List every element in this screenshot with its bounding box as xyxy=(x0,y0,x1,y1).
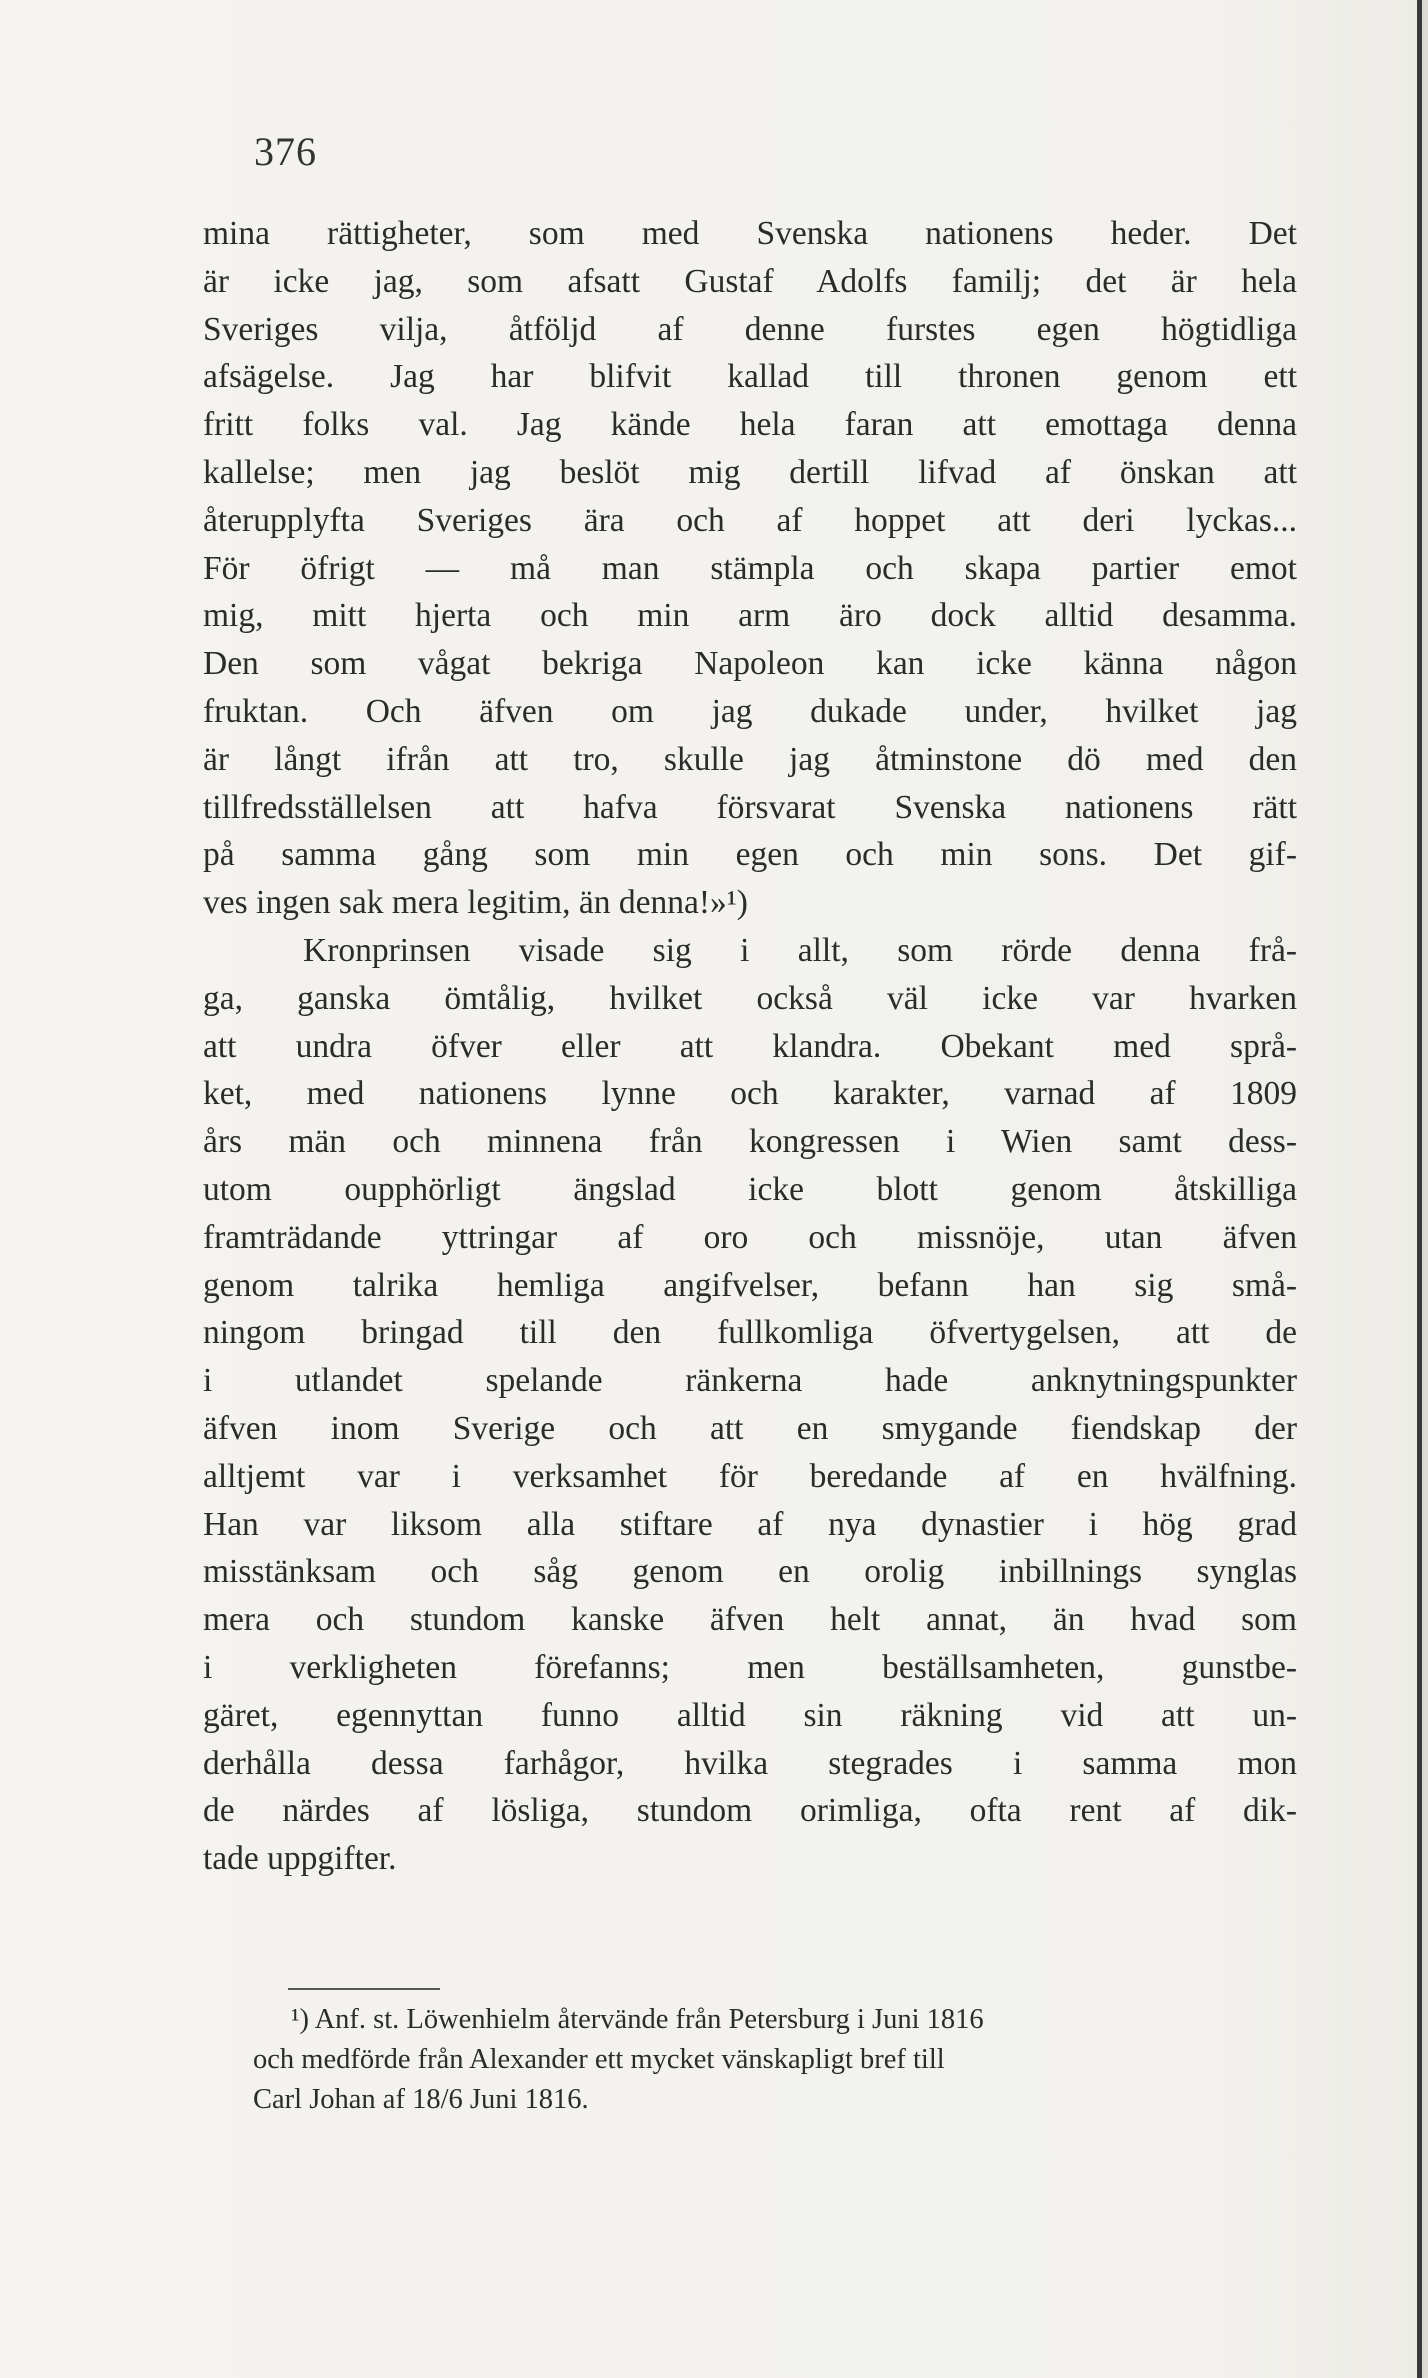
text-line: genom talrika hemliga angifvelser, befann han sig små- xyxy=(203,1266,1297,1304)
footnote xyxy=(253,2000,1297,2120)
text-line: Sveriges vilja, åtföljd af denne furstes egen högtidliga xyxy=(203,310,1297,348)
text-line: i utlandet spelande ränkerna hade anknytningspunkter xyxy=(203,1362,1297,1400)
text-line: mig, mitt hjerta och min arm äro dock alltid desamma. xyxy=(203,597,1297,635)
text-line: tillfredsställelsen att hafva försvarat Svenska nationens rätt xyxy=(203,788,1297,826)
page-edge-binding xyxy=(1417,0,1422,2378)
text-line: afsägelse. Jag har blifvit kallad till thronen genom ett xyxy=(203,358,1297,396)
text-line: kallelse; men jag beslöt mig dertill lifvad af önskan att xyxy=(203,453,1297,491)
footnote-line: och medförde från Alexander ett mycket vänskapligt bref till xyxy=(253,2044,945,2075)
text-line: misstänksam och såg genom en orolig inbillnings synglas xyxy=(203,1553,1297,1591)
text-line: fritt folks val. Jag kände hela faran att emottaga denna xyxy=(203,406,1297,444)
body-text xyxy=(203,210,1297,1883)
text-line: ningom bringad till den fullkomliga öfvertygelsen, att de xyxy=(203,1314,1297,1352)
footnote-line: ¹) Anf. st. Löwenhielm återvände från Petersburg i Juni 1816 xyxy=(291,2004,984,2035)
text-line: utom oupphörligt ängslad icke blott genom åtskilliga xyxy=(203,1170,1297,1208)
text-line: fruktan. Och äfven om jag dukade under, hvilket jag xyxy=(203,692,1297,730)
text-line: Kronprinsen visade sig i allt, som rörde denna frå- xyxy=(303,931,1297,969)
footnote-line: Carl Johan af 18/6 Juni 1816. xyxy=(253,2084,589,2115)
text-line: ket, med nationens lynne och karakter, varnad af 1809 xyxy=(203,1075,1297,1113)
text-line: de närdes af lösliga, stundom orimliga, ofta rent af dik- xyxy=(203,1792,1297,1830)
text-line: äfven inom Sverige och att en smygande fiendskap der xyxy=(203,1409,1297,1447)
text-line: på samma gång som min egen och min sons. Det gif- xyxy=(203,836,1297,874)
page-number: 376 xyxy=(254,129,317,174)
text-line: Han var liksom alla stiftare af nya dynastier i hög grad xyxy=(203,1505,1297,1543)
text-line: är långt ifrån att tro, skulle jag åtminstone dö med den xyxy=(203,740,1297,778)
text-line: återupplyfta Sveriges ära och af hoppet att deri lyckas... xyxy=(203,501,1297,539)
text-line: är icke jag, som afsatt Gustaf Adolfs familj; det är hela xyxy=(203,262,1297,300)
text-line: i verkligheten förefanns; men beställsamheten, gunstbe- xyxy=(203,1648,1297,1686)
text-line: derhålla dessa farhågor, hvilka stegrades i samma mon xyxy=(203,1744,1297,1782)
text-line: framträdande yttringar af oro och missnöje, utan äfven xyxy=(203,1218,1297,1256)
text-line: mina rättigheter, som med Svenska nationens heder. Det xyxy=(203,215,1297,252)
text-line: gäret, egennyttan funno alltid sin räkning vid att un- xyxy=(203,1696,1297,1734)
text-line: års män och minnena från kongressen i Wien samt dess- xyxy=(203,1123,1297,1161)
text-line: ga, ganska ömtålig, hvilket också väl icke var hvarken xyxy=(203,979,1297,1017)
text-line: ves ingen sak mera legitim, än denna!»¹) xyxy=(203,884,748,922)
page-edge-shadow xyxy=(1422,0,1428,2378)
text-line: att undra öfver eller att klandra. Obekant med språ- xyxy=(203,1027,1297,1065)
text-line: För öfrigt — må man stämpla och skapa partier emot xyxy=(203,549,1297,587)
text-line: alltjemt var i verksamhet för beredande af en hvälfning. xyxy=(203,1457,1297,1495)
footnote-divider xyxy=(288,1988,440,1990)
text-line: Den som vågat bekriga Napoleon kan icke känna någon xyxy=(203,645,1297,683)
text-line: mera och stundom kanske äfven helt annat, än hvad som xyxy=(203,1601,1297,1639)
text-line: tade uppgifter. xyxy=(203,1840,397,1878)
